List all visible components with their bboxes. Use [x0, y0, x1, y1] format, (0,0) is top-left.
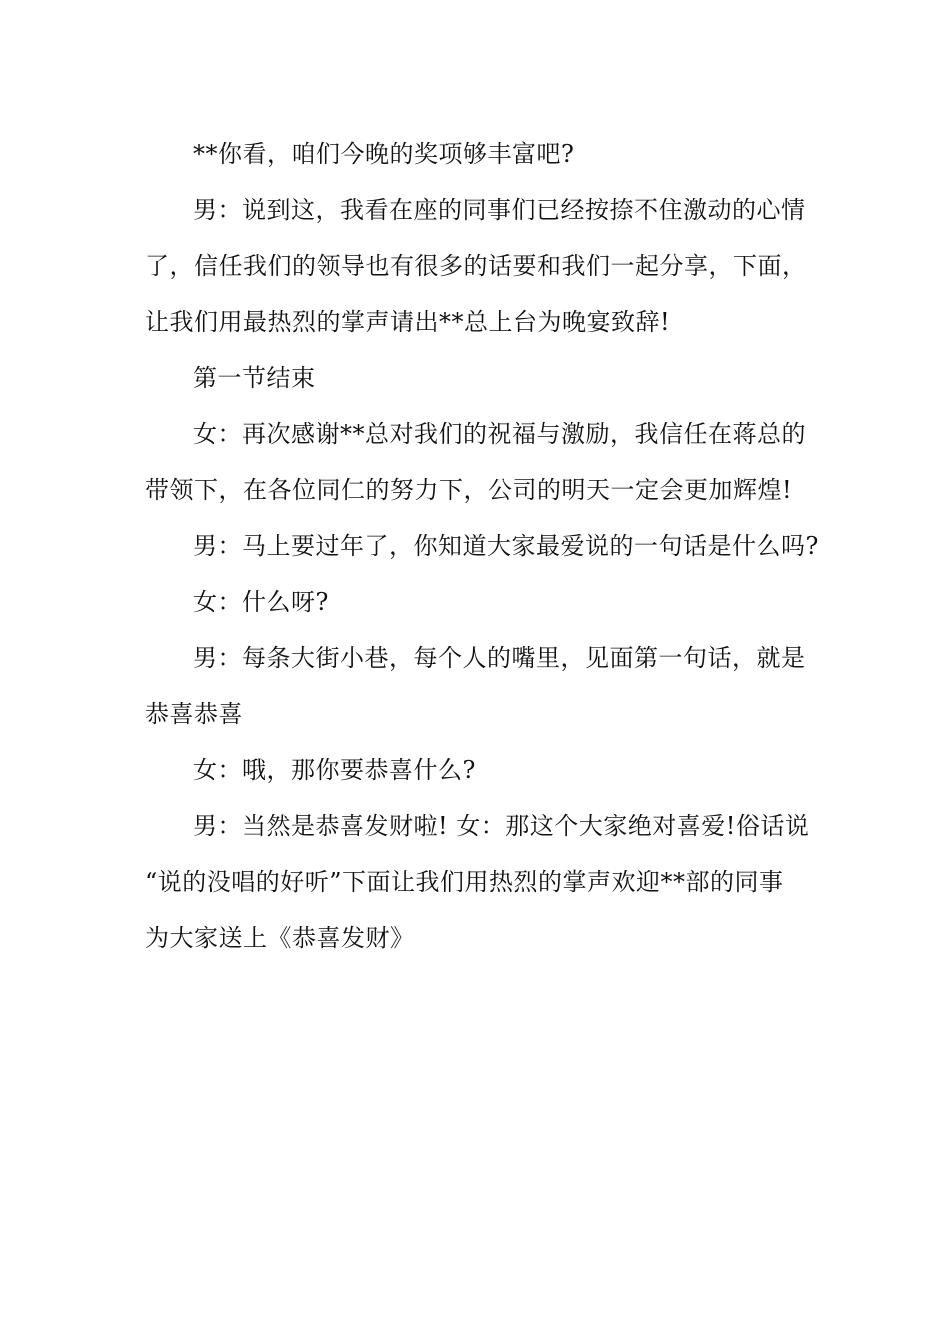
- text-line-10: 男：每条大街小巷，每个人的嘴里，见面第一句话，就是: [193, 644, 806, 672]
- text-line-4: 让我们用最热烈的掌声请出**总上台为晚宴致辞!: [145, 308, 671, 336]
- text-line-7: 带领下，在各位同仁的努力下，公司的明天一定会更加辉煌!: [145, 476, 793, 504]
- text-line-12: 女：哦，那你要恭喜什么?: [193, 756, 476, 784]
- document-body: [145, 126, 819, 966]
- text-line-14: “说的没唱的好听”下面让我们用热烈的掌声欢迎**部的同事: [145, 868, 784, 896]
- text-line-9: 女：什么呀?: [193, 588, 329, 616]
- text-line-8: 男：马上要过年了，你知道大家最爱说的一句话是什么吗?: [193, 532, 819, 560]
- text-line-3: 了，信任我们的领导也有很多的话要和我们一起分享，下面，: [145, 252, 807, 280]
- section-end-line: 第一节结束: [193, 364, 316, 392]
- text-line-2: 男：说到这，我看在座的同事们已经按捺不住激动的心情: [193, 196, 806, 224]
- text-line-11: 恭喜恭喜: [145, 700, 243, 728]
- text-line-6: 女：再次感谢**总对我们的祝福与激励，我信任在蒋总的: [193, 420, 806, 448]
- text-line-1: **你看，咱们今晚的奖项够丰富吧?: [193, 140, 575, 168]
- text-line-13: 男：当然是恭喜发财啦! 女：那这个大家绝对喜爱!俗话说: [193, 812, 810, 840]
- text-line-15: 为大家送上《恭喜发财》: [145, 924, 415, 952]
